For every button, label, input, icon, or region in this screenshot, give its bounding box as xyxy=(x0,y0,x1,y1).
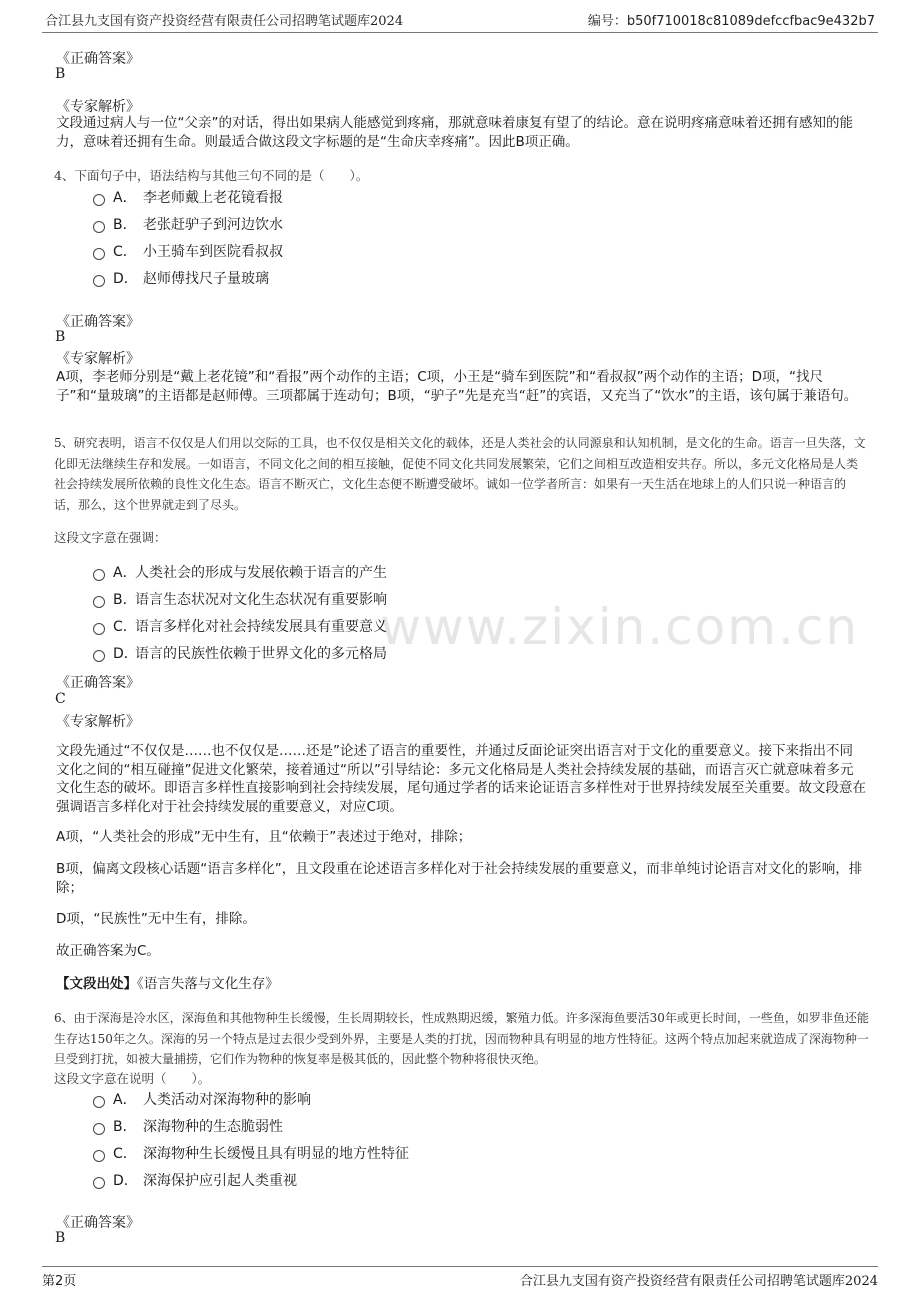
answer-value: C xyxy=(55,691,66,707)
option-c[interactable] xyxy=(93,616,387,636)
option-letter: A． xyxy=(113,190,137,206)
document-code: 编号：b50f710018c81089defccfbac9e432b7 xyxy=(587,14,875,29)
question-stem: 5、研究表明，语言不仅仅是人们用以交际的工具，也不仅仅是相关文化的载体，还是人类社会的认同源泉和认知机制，是文化的生命。语言一旦失落，文化即无法继续生存和发展。一如语言，不同文化之间的相互接触，促使不同文化共同发展繁荣，它们之间相互改造相安共存。所以，多元文化格局是人类社会持续发展所依赖的良性文化生态。语言不断灭亡，文化生态便不断遭受破坏。诚如一位学者所言：如果有一天生活在地球上的人们只说一种语言的话，那么，这个世界就走到了尽头。 xyxy=(54,436,866,512)
option-letter: A． xyxy=(113,565,137,581)
answer-label: 《正确答案》 xyxy=(56,314,140,330)
header-divider xyxy=(42,32,878,33)
option-c[interactable] xyxy=(93,241,283,261)
option-b[interactable] xyxy=(93,214,283,234)
answer-label: 《正确答案》 xyxy=(56,51,140,67)
radio-icon[interactable] xyxy=(93,275,105,287)
option-text: 小王骑车到医院看叔叔 xyxy=(143,244,283,260)
answer-value: B xyxy=(55,66,66,82)
option-a[interactable] xyxy=(93,187,283,207)
radio-icon[interactable] xyxy=(93,1177,105,1189)
option-text: 深海物种生长缓慢且具有明显的地方性特征 xyxy=(143,1146,409,1162)
radio-icon[interactable] xyxy=(93,1123,105,1135)
option-text: 赵师傅找尺子量玻璃 xyxy=(143,271,269,287)
answer-label: 《正确答案》 xyxy=(56,1215,140,1231)
radio-icon[interactable] xyxy=(93,248,105,260)
question-stem: 6、由于深海是冷水区，深海鱼和其他物种生长缓慢，生长周期较长，性成熟期迟缓，繁殖力低。许多深海鱼要活30年或更长时间，一些鱼，如罗非鱼还能生存达150年之久。深海的另一个特点是过去很少受到外界，主要是人类的打扰，因而物种具有明显的地方性特征。这两个特点加起来就造成了深海物种一旦受到打扰，如被大量捕捞，它们作为物种的恢复率是极其低的，因此整个物种将很快灭绝。 xyxy=(54,1011,869,1066)
analysis-text: 文段通过病人与一位“父亲”的对话，得出如果病人能感觉到疼痛，那就意味着康复有望了的结论。意在说明疼痛意味着还拥有感知的能力，意味着还拥有生命。则最适合做这段文字标题的是“生命庆幸疼痛”。因此B项正确。 xyxy=(56,115,853,150)
option-d[interactable] xyxy=(93,1170,297,1190)
option-b[interactable] xyxy=(93,589,387,609)
option-text: 深海保护应引起人类重视 xyxy=(143,1173,297,1189)
analysis-paragraph: B项，偏离文段核心话题“语言多样化”，且文段重在论述语言多样化对于社会持续发展的重要意义，而非单纯讨论语言对文化的影响，排除； xyxy=(56,861,863,896)
option-text: 语言多样化对社会持续发展具有重要意义 xyxy=(135,619,387,635)
option-letter: D． xyxy=(113,1173,138,1189)
source-tag: 【文段出处】 xyxy=(56,976,137,992)
source-line xyxy=(56,975,279,994)
option-letter: D． xyxy=(113,646,138,662)
option-text: 深海物种的生态脆弱性 xyxy=(143,1119,283,1135)
header-title: 合江县九支国有资产投资经营有限责任公司招聘笔试题库2024 xyxy=(45,14,404,29)
radio-icon[interactable] xyxy=(93,221,105,233)
option-text: 人类活动对深海物种的影响 xyxy=(143,1092,311,1108)
radio-icon[interactable] xyxy=(93,623,105,635)
option-text: 语言的民族性依赖于世界文化的多元格局 xyxy=(135,646,387,662)
option-text: 语言生态状况对文化生态状况有重要影响 xyxy=(135,592,387,608)
answer-value: B xyxy=(55,329,66,345)
analysis-paragraph: A项，“人类社会的形成”无中生有，且“依赖于”表述过于绝对，排除； xyxy=(56,829,472,845)
analysis-text: A项，李老师分别是“戴上老花镜”和“看报”两个动作的主语；C项，小王是“骑车到医院”和“看叔叔”两个动作的主语；D项，“找尺子”和“量玻璃”的主语都是赵师傅。三项都属于连动句；B项，“驴子”先是充当“赶”的宾语，又充当了“饮水”的主语，该句属于兼语句。 xyxy=(56,369,858,404)
option-letter: A． xyxy=(113,1092,137,1108)
question-prompt: 这段文字意在强调： xyxy=(54,530,167,545)
option-text: 人类社会的形成与发展依赖于语言的产生 xyxy=(135,565,387,581)
option-text: 老张赶驴子到河边饮水 xyxy=(143,217,283,233)
option-letter: C． xyxy=(113,619,137,635)
page-number: 第2页 xyxy=(42,1274,77,1289)
option-d[interactable] xyxy=(93,643,387,663)
radio-icon[interactable] xyxy=(93,1096,105,1108)
option-text: 李老师戴上老花镜看报 xyxy=(143,190,283,206)
option-d[interactable] xyxy=(93,268,269,288)
analysis-label: 《专家解析》 xyxy=(56,99,140,115)
option-c[interactable] xyxy=(93,1143,409,1163)
radio-icon[interactable] xyxy=(93,650,105,662)
analysis-paragraph: 文段先通过“不仅仅是……也不仅仅是……还是”论述了语言的重要性，并通过反面论证突出语言对于文化的重要意义。接下来指出不同文化之间的“相互碰撞”促进文化繁荣，接着通过“所以”引导结论：多元文化格局是人类社会持续发展的基础，而语言灭亡就意味着多元文化生态的破坏。即语言多样性直接影响到社会持续发展，尾句通过学者的话来论证语言多样性对于世界持续发展至关重要。故文段意在强调语言多样化对于社会持续发展的重要意义，对应C项。 xyxy=(56,743,866,815)
radio-icon[interactable] xyxy=(93,569,105,581)
option-a[interactable] xyxy=(93,562,387,582)
radio-icon[interactable] xyxy=(93,1150,105,1162)
option-letter: B． xyxy=(113,592,137,608)
footer-title: 合江县九支国有资产投资经营有限责任公司招聘笔试题库2024 xyxy=(519,1274,878,1289)
option-letter: B． xyxy=(113,217,137,233)
option-letter: C． xyxy=(113,244,137,260)
watermark: www.zixin.com.cn xyxy=(380,598,860,656)
radio-icon[interactable] xyxy=(93,596,105,608)
radio-icon[interactable] xyxy=(93,194,105,206)
option-letter: B． xyxy=(113,1119,137,1135)
question-stem: 4、下面句子中，语法结构与其他三句不同的是（ ）。 xyxy=(54,168,369,183)
option-a[interactable] xyxy=(93,1089,311,1109)
option-letter: C． xyxy=(113,1146,137,1162)
question-prompt: 这段文字意在说明（ ）。 xyxy=(54,1071,211,1086)
option-b[interactable] xyxy=(93,1116,283,1136)
answer-value: B xyxy=(55,1230,66,1246)
analysis-paragraph: 故正确答案为C。 xyxy=(56,943,160,959)
source-title: 《语言失落与文化生存》 xyxy=(137,976,279,992)
analysis-label: 《专家解析》 xyxy=(56,351,140,367)
answer-label: 《正确答案》 xyxy=(56,675,140,691)
analysis-label: 《专家解析》 xyxy=(56,714,140,730)
analysis-paragraph: D项，“民族性”无中生有，排除。 xyxy=(56,911,256,927)
footer-divider xyxy=(42,1266,878,1267)
option-letter: D． xyxy=(113,271,138,287)
